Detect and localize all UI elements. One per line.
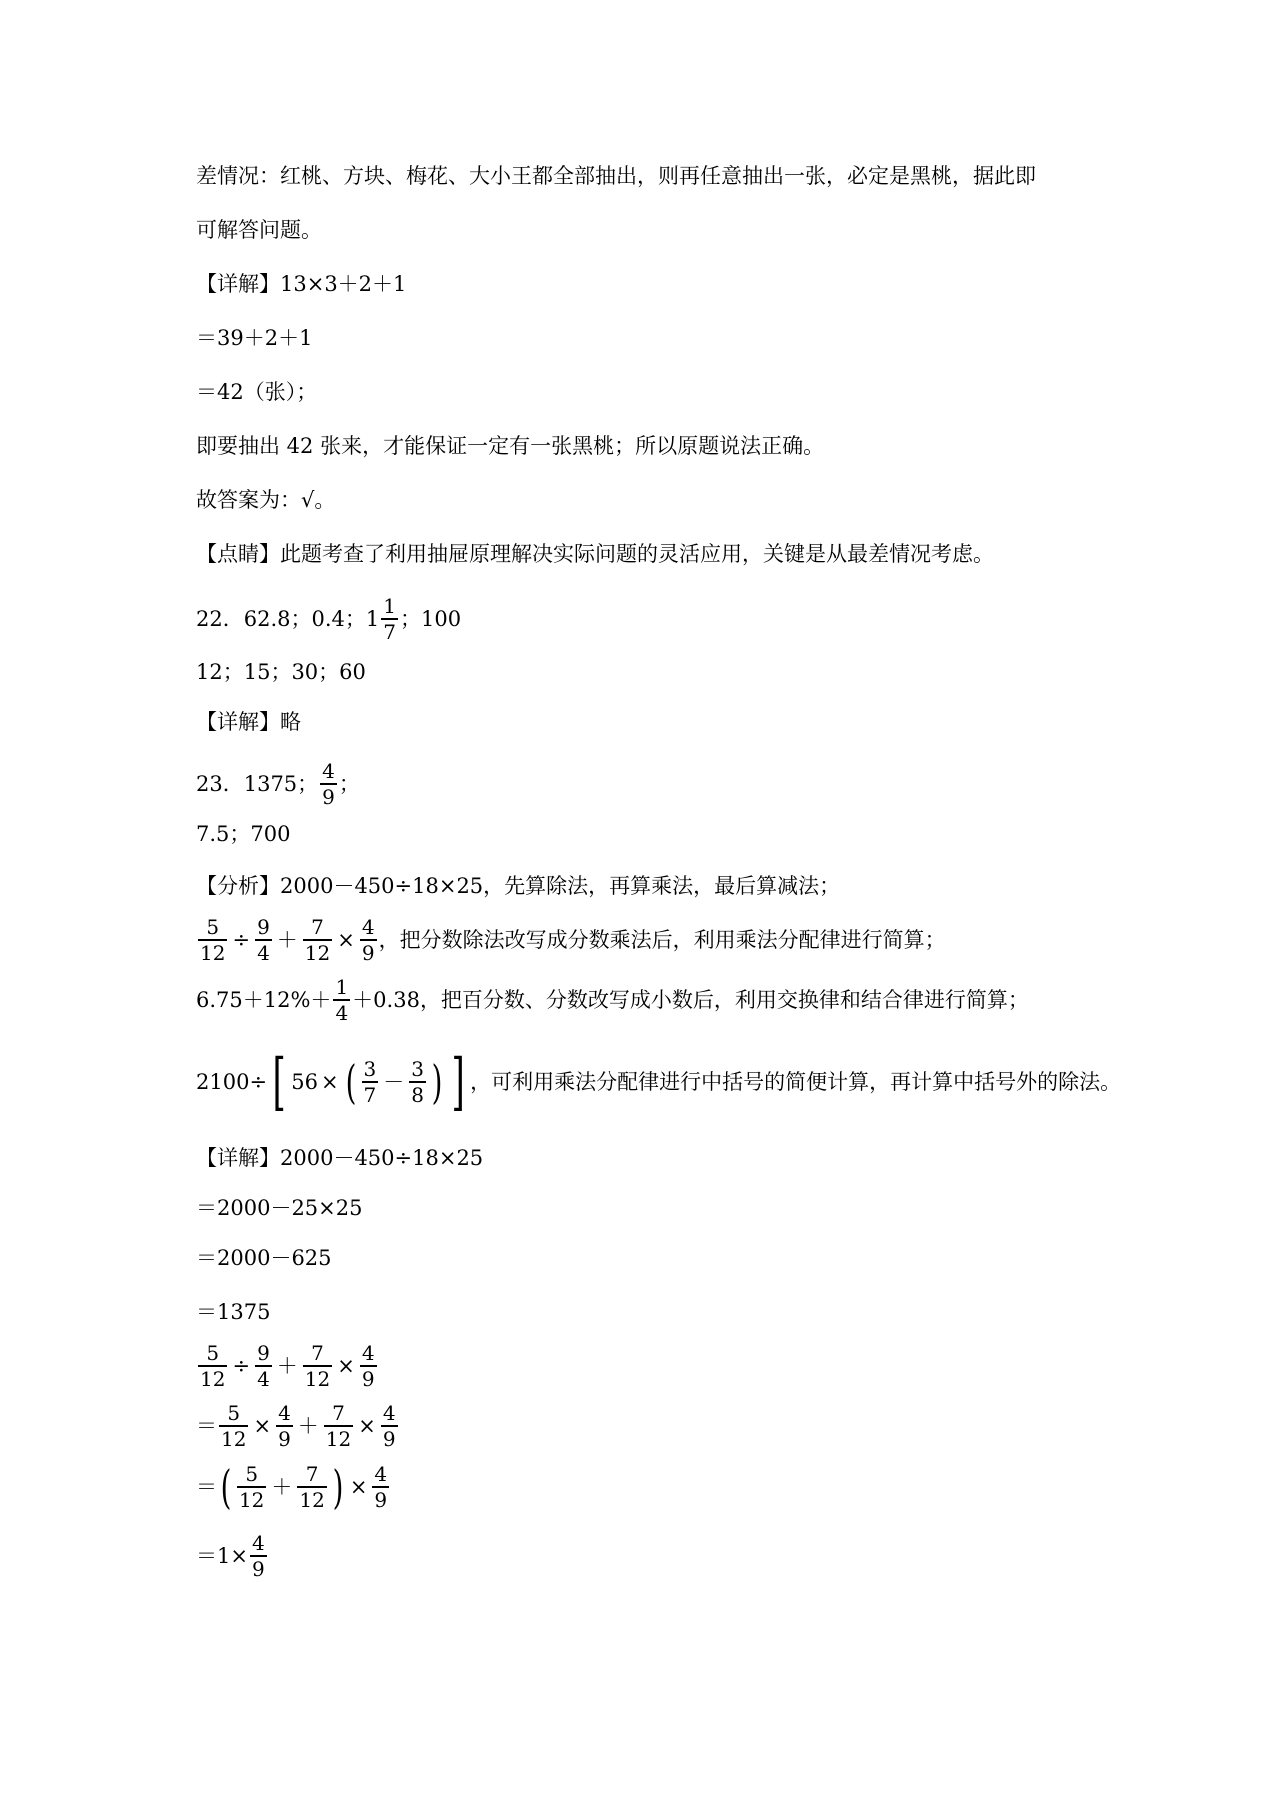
operator: ＋	[271, 1475, 293, 1499]
denominator: 4	[257, 1366, 270, 1391]
equation-line: ＝2000－25×25	[196, 1196, 363, 1220]
answer-22-line	[196, 594, 461, 644]
denominator: 9	[278, 1426, 291, 1451]
answer-line: 故答案为：√。	[196, 488, 336, 512]
text-segment: ，把分数除法改写成分数乘法后，利用乘法分配律进行简算；	[378, 928, 946, 952]
operator: ＝	[196, 1475, 217, 1499]
fraction	[333, 975, 350, 1025]
denominator: 12	[325, 1426, 352, 1451]
fraction	[198, 1341, 227, 1391]
denominator: 12	[299, 1487, 325, 1512]
fraction	[255, 1341, 272, 1391]
operator: ＋	[276, 928, 298, 952]
numerator: 7	[332, 1401, 345, 1426]
numerator: 7	[305, 1462, 319, 1487]
numerator: 4	[361, 915, 375, 940]
comment-line: 【点睛】此题考查了利用抽屉原理解决实际问题的灵活应用，关键是从最差情况考虑。	[196, 542, 994, 566]
left-bracket: [	[272, 1045, 286, 1118]
detail-heading-line: 【详解】2000－450÷18×25	[196, 1146, 484, 1170]
denominator: 8	[411, 1082, 425, 1107]
denominator: 12	[304, 940, 331, 965]
text-segment: 6.75＋12%＋	[196, 988, 332, 1012]
denominator: 9	[251, 1556, 265, 1581]
numerator: 7	[311, 915, 324, 940]
fraction	[276, 1401, 293, 1451]
denominator: 7	[383, 619, 396, 644]
right-bracket: ]	[451, 1045, 465, 1118]
text-line: 差情况：红桃、方块、梅花、大小王都全部抽出，则再任意抽出一张，必定是黑桃，据此即	[196, 164, 1036, 188]
numerator: 4	[382, 1401, 396, 1426]
operator: ×	[253, 1414, 272, 1438]
fraction	[320, 759, 337, 809]
numerator: 4	[278, 1401, 291, 1426]
equation-line: ＝39＋2＋1	[196, 326, 313, 350]
numerator: 4	[374, 1462, 388, 1487]
text-line: 12；15；30；60	[196, 660, 366, 684]
equation-line: ＝42（张）；	[196, 380, 318, 404]
analysis-expression-line	[196, 972, 1029, 1028]
text-segment: 2100÷	[196, 1070, 268, 1094]
numerator: 7	[311, 1341, 324, 1366]
mixed-number-whole: 1	[365, 607, 380, 631]
operator: ×	[349, 1475, 368, 1499]
equation-line	[196, 1338, 379, 1394]
numerator: 1	[335, 975, 349, 1000]
denominator: 9	[361, 940, 375, 965]
text-segment: 23．1375；	[196, 772, 319, 796]
numerator: 4	[322, 759, 335, 784]
text-segment: 22．62.8；0.4；	[196, 607, 366, 631]
operator: ＝	[196, 1414, 217, 1438]
fraction	[360, 915, 377, 965]
fraction	[303, 915, 332, 965]
text-segment: ；	[338, 772, 360, 796]
text-segment: ；100	[400, 607, 462, 631]
equation-line	[196, 1398, 400, 1454]
fraction	[381, 594, 398, 644]
numerator: 1	[383, 594, 396, 619]
operator: ×	[337, 928, 355, 952]
analysis-line: 【分析】2000－450÷18×25，先算除法，再算乘法，最后算减法；	[196, 874, 841, 898]
fraction	[297, 1462, 326, 1512]
numerator: 4	[361, 1341, 375, 1366]
denominator: 12	[200, 940, 226, 965]
fraction	[237, 1462, 266, 1512]
operator: ÷	[232, 928, 251, 952]
operator: ×	[337, 1354, 355, 1378]
denominator: 12	[304, 1366, 331, 1391]
equation-line	[196, 1458, 391, 1516]
left-paren: (	[345, 1055, 356, 1109]
denominator: 12	[238, 1487, 265, 1512]
right-paren: )	[332, 1460, 344, 1514]
text-line: 即要抽出 42 张来，才能保证一定有一张黑桃；所以原题说法正确。	[196, 434, 825, 458]
numerator: 3	[411, 1057, 425, 1082]
fraction	[303, 1341, 332, 1391]
numerator: 5	[206, 1341, 220, 1366]
operator: ×	[358, 1414, 376, 1438]
text-line: 7.5；700	[196, 822, 291, 846]
operator: －	[383, 1070, 405, 1094]
operator: ＋	[276, 1354, 298, 1378]
denominator: 4	[257, 940, 270, 965]
number: 56	[291, 1070, 318, 1094]
fraction	[362, 1057, 379, 1107]
text-segment: ，把百分数、分数改写成小数后，利用交换律和结合律进行简算；	[419, 988, 1029, 1012]
fraction	[409, 1057, 426, 1107]
answer-23-line	[196, 758, 360, 810]
denominator: 9	[322, 784, 335, 809]
equation-line	[196, 1528, 269, 1584]
numerator: 9	[257, 1341, 270, 1366]
fraction	[372, 1462, 389, 1512]
numerator: 9	[257, 915, 270, 940]
fraction	[255, 915, 272, 965]
analysis-expression-line	[196, 912, 946, 968]
left-paren: (	[220, 1460, 232, 1514]
denominator: 4	[335, 1000, 349, 1025]
detail-heading-line: 【详解】略	[196, 710, 301, 734]
denominator: 9	[382, 1426, 396, 1451]
operator: ＋	[297, 1414, 319, 1438]
detail-heading-line: 【详解】13×3＋2＋1	[196, 272, 407, 296]
numerator: 5	[245, 1462, 259, 1487]
denominator: 7	[363, 1082, 377, 1107]
equation-line: ＝2000－625	[196, 1246, 332, 1270]
text-segment: ，可利用乘法分配律进行中括号的简便计算，再计算中括号外的除法。	[470, 1070, 1122, 1094]
text-segment: ＝1×	[196, 1544, 248, 1568]
denominator: 9	[374, 1487, 388, 1512]
numerator: 3	[363, 1057, 377, 1082]
operator: ×	[320, 1070, 339, 1094]
fraction	[324, 1401, 353, 1451]
numerator: 4	[251, 1531, 265, 1556]
text-line: 可解答问题。	[196, 218, 322, 242]
equation-line: ＝1375	[196, 1300, 271, 1324]
fraction	[250, 1531, 267, 1581]
operator: ÷	[232, 1354, 251, 1378]
denominator: 12	[221, 1426, 247, 1451]
right-paren: )	[431, 1055, 443, 1109]
analysis-expression-line	[196, 1046, 1121, 1118]
denominator: 12	[200, 1366, 226, 1391]
text-segment: ＋0.38	[352, 988, 420, 1012]
fraction	[360, 1341, 377, 1391]
numerator: 5	[206, 915, 220, 940]
fraction	[219, 1401, 248, 1451]
denominator: 9	[361, 1366, 375, 1391]
fraction	[198, 915, 227, 965]
fraction	[381, 1401, 398, 1451]
numerator: 5	[227, 1401, 241, 1426]
